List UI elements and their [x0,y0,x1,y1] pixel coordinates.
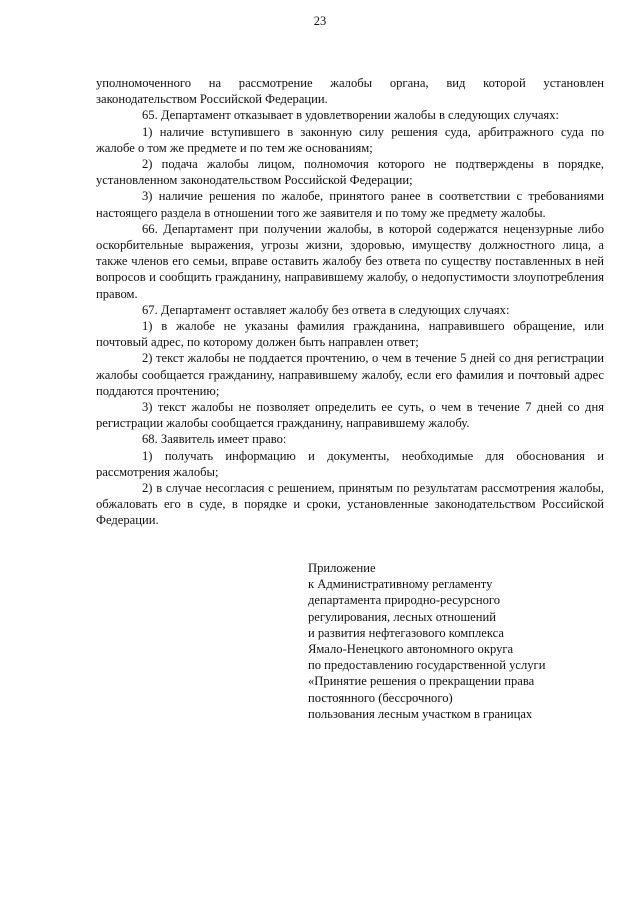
paragraph-65: 65. Департамент отказывает в удовлетворении жалобы в следующих случаях: [142,108,560,123]
regulation-body-text [96,75,604,529]
appendix-line: к Административному регламенту [308,577,493,592]
paragraph-67-item-1: 1) в жалобе не указаны фамилия гражданина, направившего обращение, или почтовый адрес, по которому должен быть направлен ответ; [96,319,604,350]
appendix-line: «Принятие решения о прекращении права [308,674,535,689]
appendix-line: постоянного (бессрочного) [308,690,453,705]
paragraph-65-item-3: 3) наличие решения по жалобе, принятого ранее в соответствии с требованиями настоящего раздела в отношении того же заявителя и по тому же предмету жалобы. [96,189,604,220]
appendix-line: по предоставлению государственной услуги [308,658,546,673]
paragraph-67: 67. Департамент оставляет жалобу без ответа в следующих случаях: [142,302,510,317]
paragraph-66: 66. Департамент при получении жалобы, в которой содержатся нецензурные либо оскорбительные выражения, угрозы жизни, здоровью, имуществу должностного лица, а также членов его семьи, вправе оставить жалобу без ответа по существу поставленных в ней вопросов и сообщить гражданину, направившему жалобу, о недопустимости злоупотребления правом. [96,221,604,301]
appendix-line: департамента природно-ресурсного [308,593,501,608]
appendix-header [308,560,608,722]
appendix-line: и развития нефтегазового комплекса [308,625,505,640]
paragraph-67-item-3: 3) текст жалобы не позволяет определить ее суть, о чем в течение 7 дней со дня регистрации жалобы сообщается гражданину, направившему жалобу. [96,400,604,431]
appendix-line: пользования лесным участком в границах [308,706,533,721]
appendix-line: Приложение [308,561,376,575]
paragraph-68-item-1: 1) получать информацию и документы, необходимые для обоснования и рассмотрения жалобы; [96,448,604,479]
paragraph-continuation: уполномоченного на рассмотрение жалобы органа, вид которой установлен законодательством Российской Федерации. [96,76,604,107]
appendix-line: Ямало-Ненецкого автономного округа [308,642,514,657]
paragraph-68-item-2: 2) в случае несогласия с решением, принятым по результатам рассмотрения жалобы, обжаловать его в суде, в порядке и сроки, установленные законодательством Российской Федерации. [96,481,604,528]
paragraph-65-item-1: 1) наличие вступившего в законную силу решения суда, арбитражного суда по жалобе о том же предмете и по тем же основаниям; [96,124,604,155]
page-number: 23 [313,14,327,28]
paragraph-67-item-2: 2) текст жалобы не поддается прочтению, о чем в течение 5 дней со дня регистрации жалобы сообщается гражданину, направившему жалобу, если его фамилия и почтовый адрес поддаются прочтению; [96,351,604,398]
paragraph-65-item-2: 2) подача жалобы лицом, полномочия которого не подтверждены в порядке, установленном законодательством Российской Федерации; [96,157,604,188]
paragraph-68: 68. Заявитель имеет право: [142,432,287,447]
appendix-line: регулирования, лесных отношений [308,609,496,624]
